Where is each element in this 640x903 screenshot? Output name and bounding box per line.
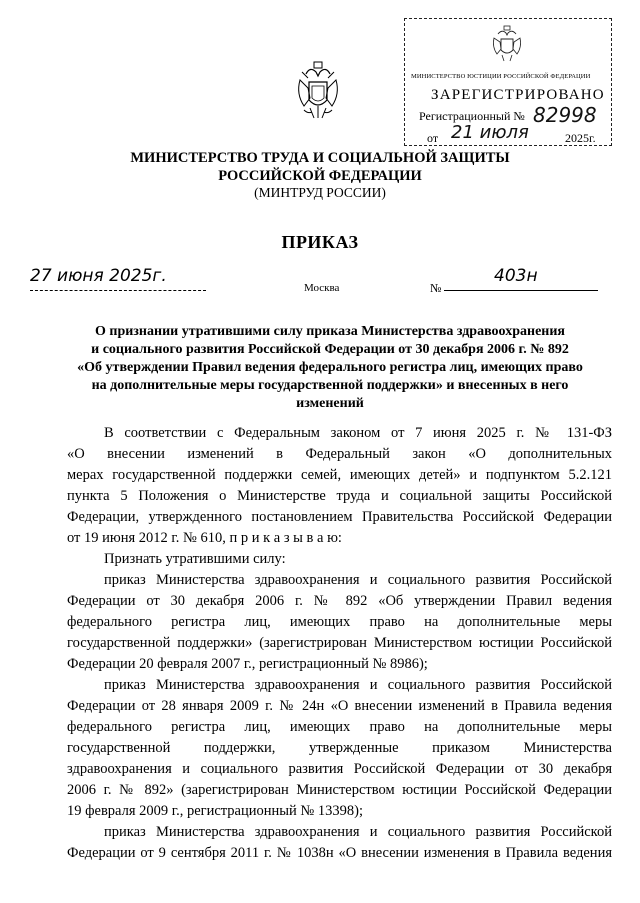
stamp-reg-label: Регистрационный № — [419, 109, 525, 123]
city: Москва — [304, 282, 340, 294]
body-line: В соответствии с Федеральным законом от 7 июня 2025 г. № 131-ФЗ — [104, 425, 612, 441]
stamp-ministry: МИНИСТЕРСТВО ЮСТИЦИИ РОССИЙСКОЙ ФЕДЕРАЦИИ — [411, 73, 591, 80]
body-line: Федерации от 28 января 2009 г. № 24н «О внесении изменений в Правила ведения — [67, 698, 612, 714]
subject-line: на дополнительные меры государственной поддержки» и внесенных в него — [91, 378, 569, 393]
body-line: федерального регистра лиц, имеющих право на дополнительные меры — [67, 614, 612, 630]
body-line: федерального регистра лиц, имеющих право на дополнительные меры — [67, 719, 612, 735]
stamp-date: 21 июля — [451, 122, 529, 143]
body-line: мерах государственной поддержки семей, имеющих детей» и подпунктом 5.2.121 — [67, 467, 612, 483]
body-line: государственной поддержки» (зарегистрирован Министерством юстиции Российской — [67, 635, 612, 651]
subject-line: О признании утратившими силу приказа Министерства здравоохранения — [95, 324, 565, 339]
subject-line: и социального развития Российской Федерации от 30 декабря 2006 г. № 892 — [91, 342, 569, 357]
number-underline — [444, 290, 598, 291]
body-line: 19 февраля 2009 г., регистрационный № 13398); — [67, 803, 363, 819]
body-line: от 19 июня 2012 г. № 610, п р и к а з ы в а ю: — [67, 530, 342, 546]
body-line: «О внесении изменений в Федеральный закон «О дополнительных — [67, 446, 612, 462]
registration-stamp — [404, 18, 612, 146]
body-line: Федерации от 9 сентября 2011 г. № 1038н «О внесении изменения в Правила ведения — [67, 845, 612, 861]
body-line: приказ Министерства здравоохранения и социального развития Российской — [104, 824, 612, 840]
body-line: Федерации, утвержденного постановлением Правительства Российской Федерации — [67, 509, 612, 525]
subject-line: «Об утверждении Правил ведения федерального регистра лиц, имеющих право — [77, 360, 583, 375]
stamp-emblem-icon — [491, 25, 523, 63]
order-date: 27 июня 2025г. — [30, 266, 167, 286]
body-line: 2006 г. № 892» (зарегистрирован Министерством юстиции Российской Федерации — [67, 782, 612, 798]
stamp-year: 2025г. — [565, 131, 596, 145]
stamp-date-prefix: от — [427, 131, 439, 145]
body-line: здравоохранения и социального развития Российской Федерации от 30 декабря — [67, 761, 612, 777]
body-line: приказ Министерства здравоохранения и социального развития Российской — [104, 572, 612, 588]
order-number: 403н — [494, 266, 538, 286]
document-type: ПРИКАЗ — [281, 232, 359, 252]
coat-of-arms-icon — [294, 60, 342, 122]
subject-line: изменений — [296, 396, 364, 411]
body-line: государственной поддержки, утвержденные приказом Министерства — [67, 740, 612, 756]
order-number-label: № — [430, 281, 442, 295]
body-line: Федерации 20 февраля 2007 г., регистрационный № 8986); — [67, 656, 428, 672]
body-line: Признать утратившими силу: — [104, 551, 286, 567]
stamp-status: ЗАРЕГИСТРИРОВАНО — [431, 87, 605, 103]
body-line: пункта 5 Положения о Министерстве труда и социальной защиты Российской — [67, 488, 612, 504]
stamp-reg-number: 82998 — [533, 103, 597, 127]
org-name-line2: РОССИЙСКОЙ ФЕДЕРАЦИИ — [218, 168, 422, 184]
org-name-line1: МИНИСТЕРСТВО ТРУДА И СОЦИАЛЬНОЙ ЗАЩИТЫ — [130, 150, 510, 166]
org-short-name: (МИНТРУД РОССИИ) — [254, 185, 386, 200]
body-line: Федерации от 30 декабря 2006 г. № 892 «Об утверждении Правил ведения — [67, 593, 612, 609]
body-line: приказ Министерства здравоохранения и социального развития Российской — [104, 677, 612, 693]
date-underline — [30, 290, 206, 291]
